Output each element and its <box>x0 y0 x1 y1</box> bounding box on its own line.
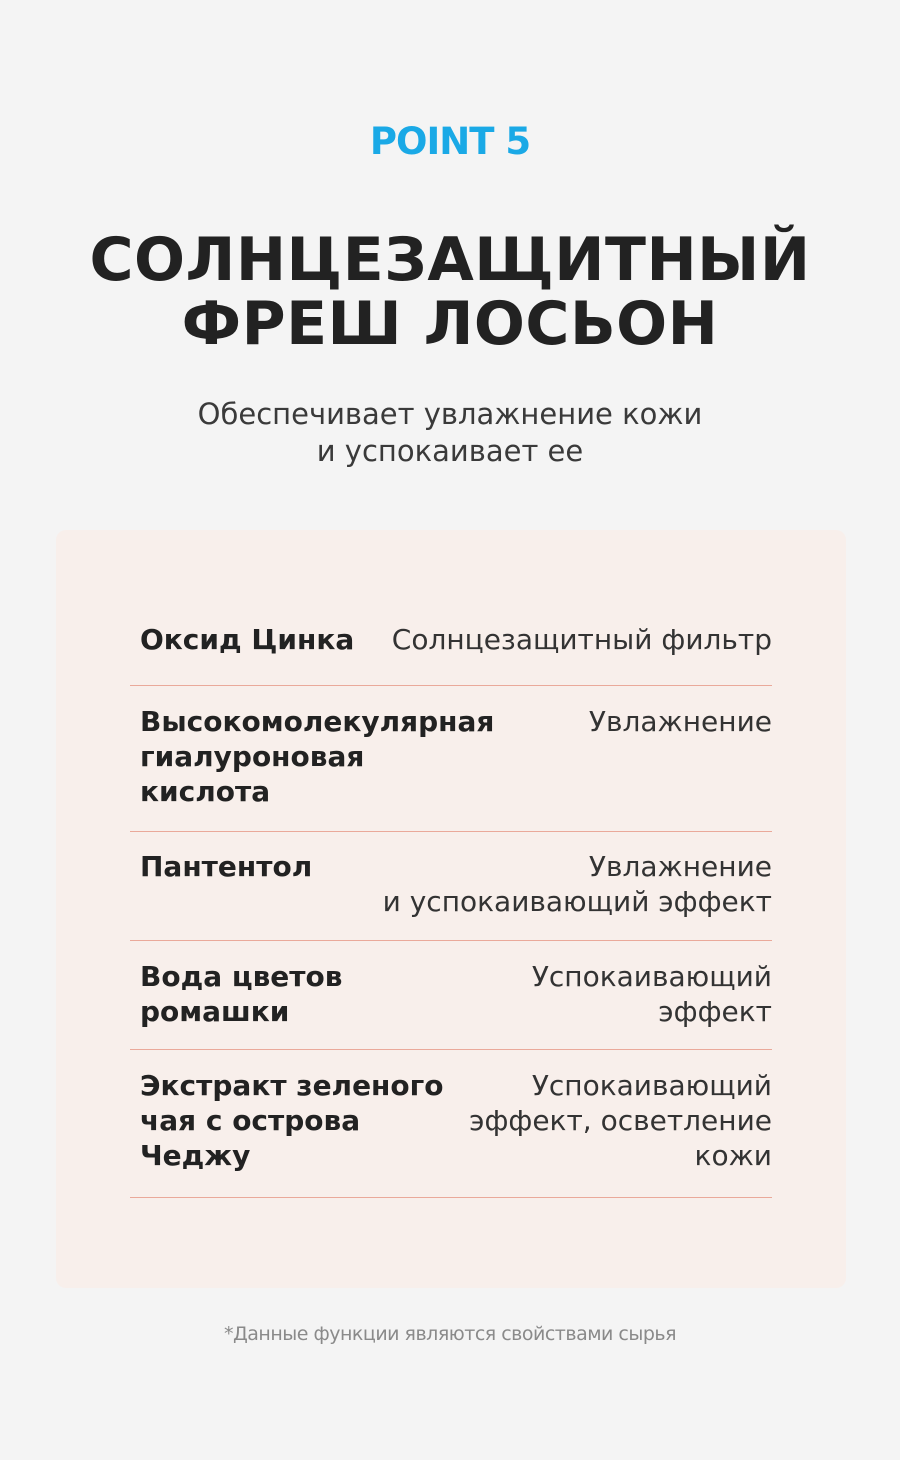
subtitle-line: и успокаивает ее <box>316 434 584 468</box>
page-title <box>0 225 900 359</box>
ingredient-name-line: кислота <box>140 775 271 808</box>
ingredient-name <box>140 959 342 1029</box>
ingredient-name-line: ромашки <box>140 995 290 1028</box>
ingredient-name-line: гиалуроновая <box>140 740 365 773</box>
ingredient-effect-line: эффект, осветление <box>469 1104 772 1137</box>
ingredients-card <box>56 530 846 1288</box>
ingredient-row <box>130 1050 772 1198</box>
ingredient-name <box>140 1068 444 1173</box>
ingredient-name-line: Оксид Цинка <box>140 623 355 656</box>
ingredient-effect-line: Увлажнение <box>588 705 772 738</box>
ingredient-name <box>140 622 354 657</box>
title-line: ФРЕШ ЛОСЬОН <box>181 289 719 359</box>
ingredient-effect-line: кожи <box>694 1139 772 1172</box>
subtitle-line: Обеспечивает увлажнение кожи <box>197 397 703 431</box>
ingredient-effect-line: Успокаивающий <box>531 960 772 993</box>
ingredient-effect-line: эффект <box>658 995 772 1028</box>
ingredient-row <box>130 616 772 686</box>
subtitle <box>0 396 900 470</box>
ingredients-list <box>130 616 772 1198</box>
ingredient-row <box>130 941 772 1050</box>
ingredient-name-line: Пантентол <box>140 850 313 883</box>
ingredient-effect <box>392 622 772 657</box>
title-line: СОЛНЦЕЗАЩИТНЫЙ <box>89 225 811 295</box>
ingredient-effect <box>532 959 772 1029</box>
ingredient-name-line: чая с острова <box>140 1104 361 1137</box>
ingredient-name <box>140 704 494 809</box>
ingredient-row <box>130 832 772 941</box>
ingredient-name-line: Чеджу <box>140 1139 251 1172</box>
ingredient-effect-line: Солнцезащитный фильтр <box>391 623 772 656</box>
ingredient-effect-line: Увлажнение <box>588 850 772 883</box>
ingredient-name <box>140 849 312 884</box>
ingredient-effect-line: и успокаивающий эффект <box>382 885 772 918</box>
point-label: POINT 5 <box>369 120 531 163</box>
ingredient-name-line: Вода цветов <box>140 960 343 993</box>
ingredient-effect <box>589 704 772 739</box>
ingredient-name-line: Экстракт зеленого <box>140 1069 444 1102</box>
footnote: *Данные функции являются свойствами сырья <box>223 1323 677 1345</box>
ingredient-effect <box>469 1068 772 1173</box>
ingredient-effect <box>383 849 772 919</box>
ingredient-name-line: Высокомолекулярная <box>140 705 495 738</box>
ingredient-row <box>130 686 772 832</box>
ingredient-effect-line: Успокаивающий <box>531 1069 772 1102</box>
